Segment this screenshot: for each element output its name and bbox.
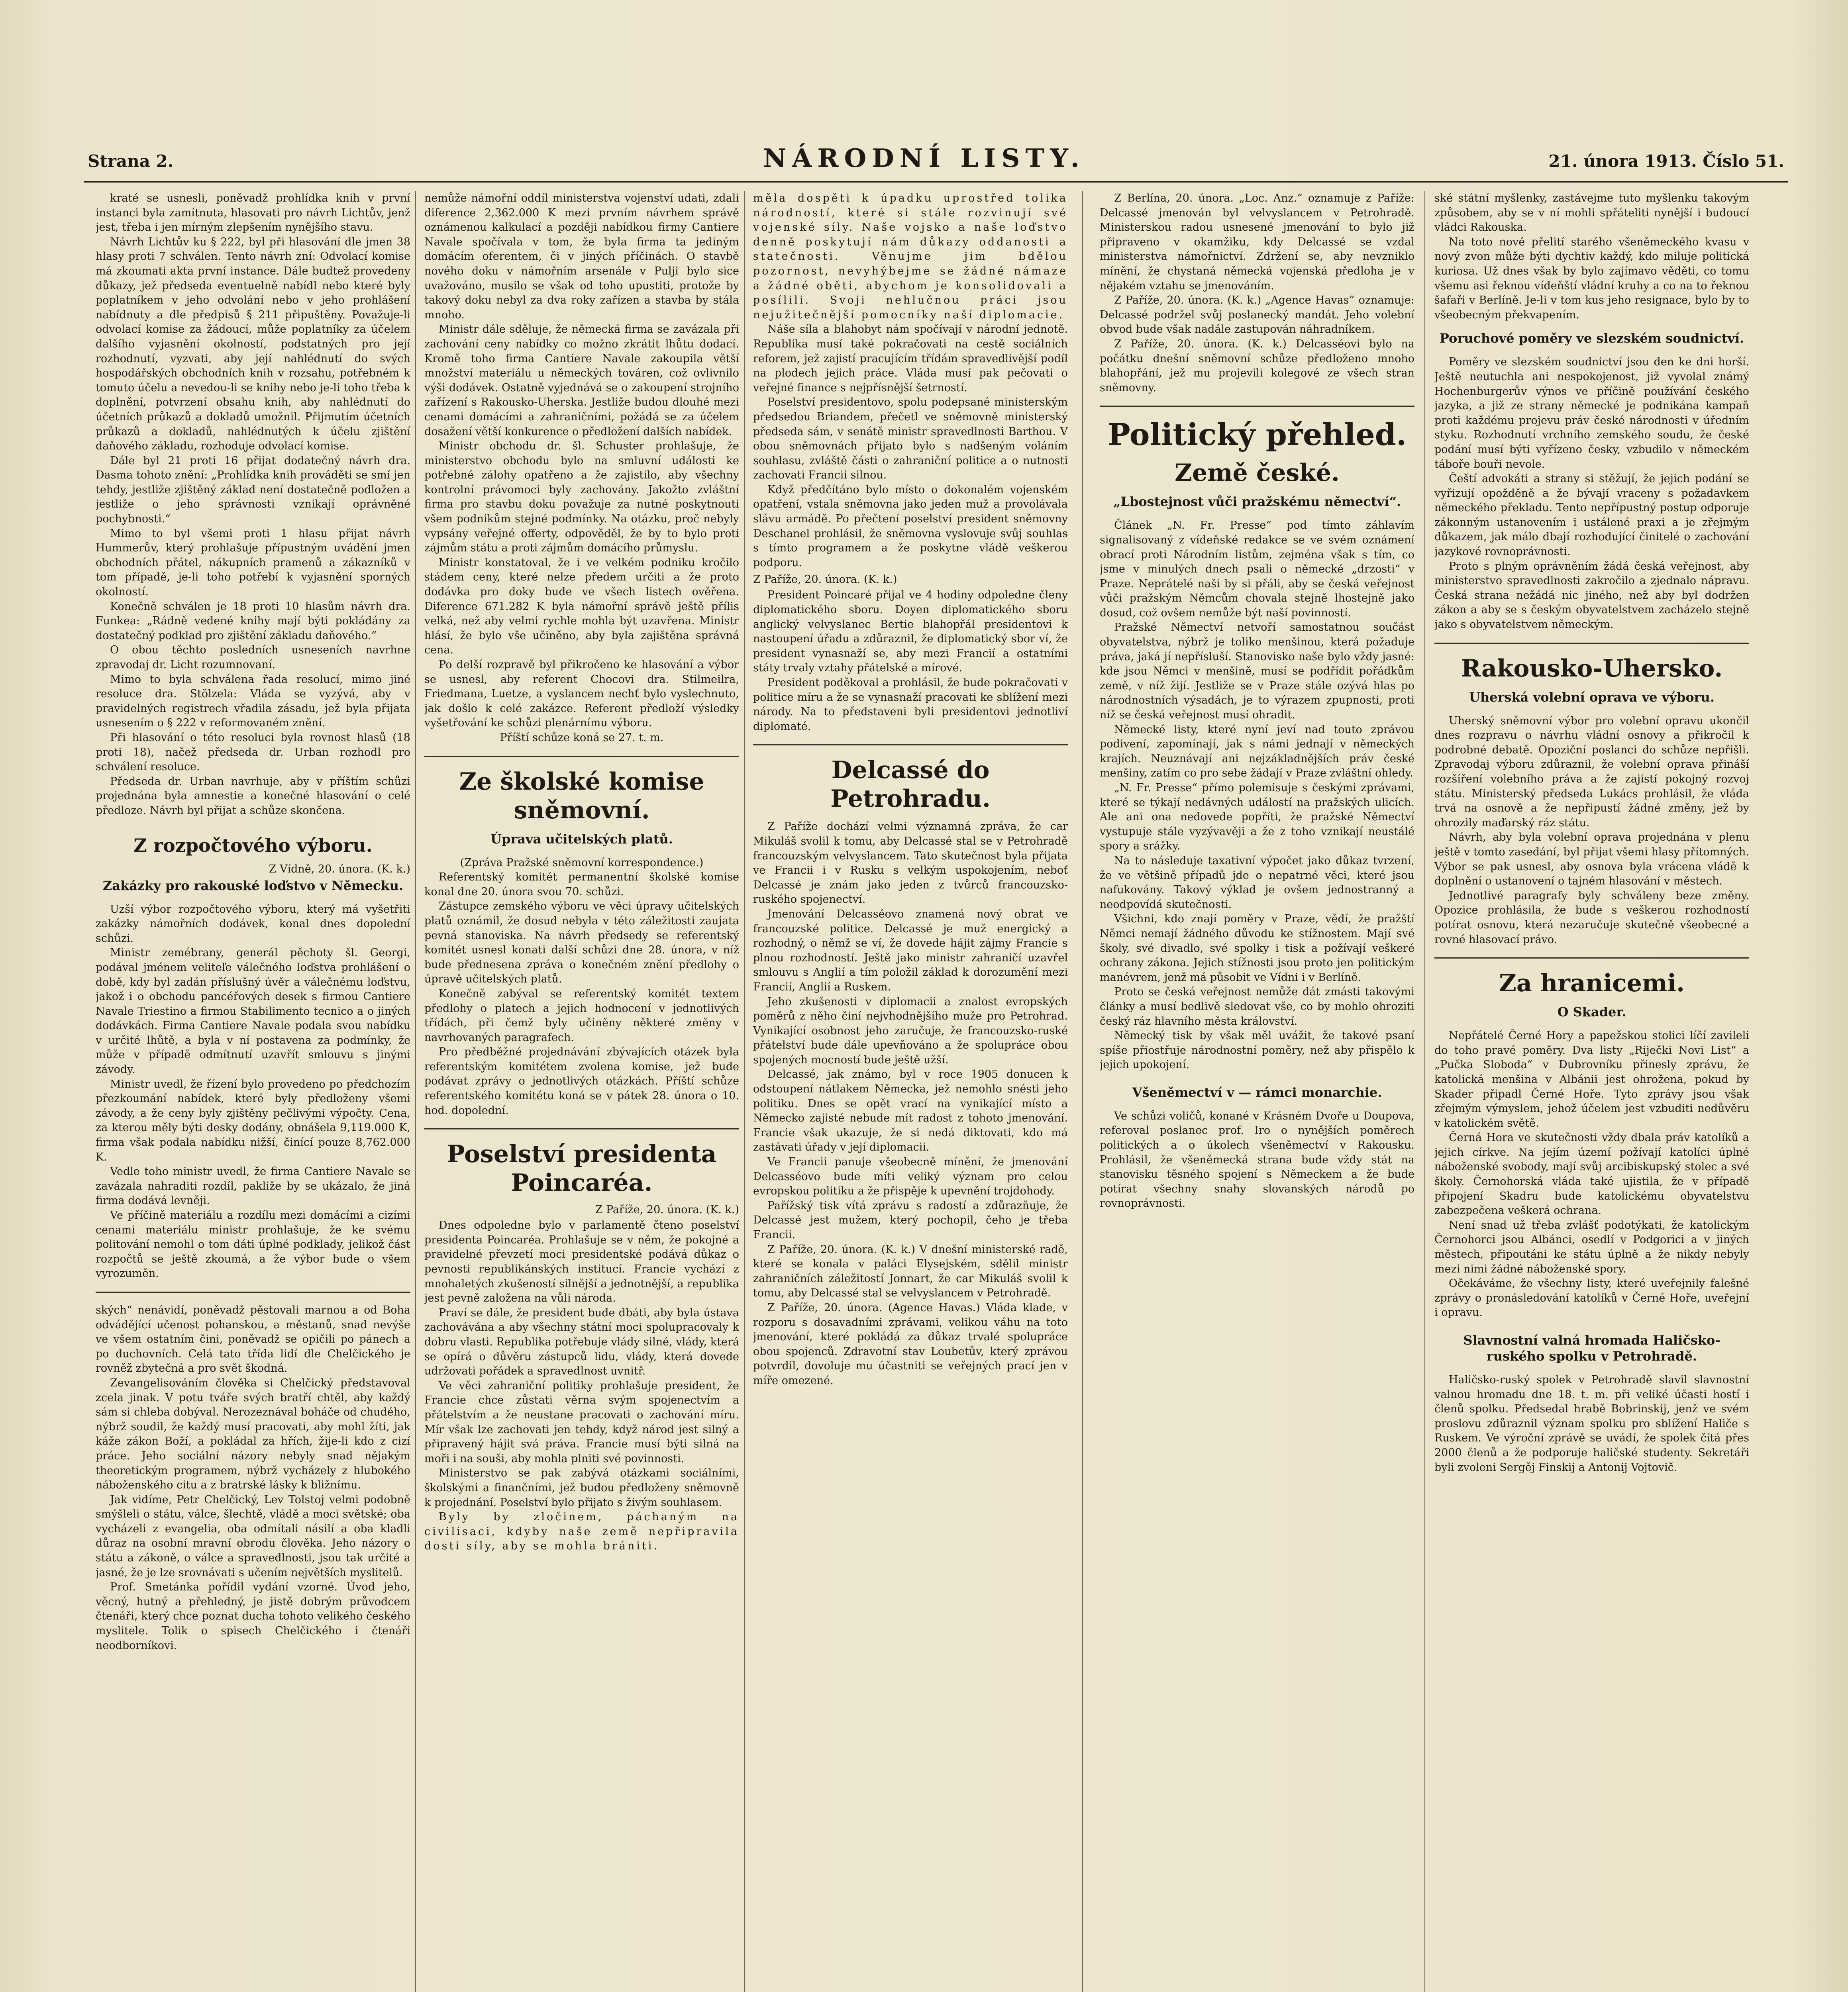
paragraph: Vedle toho ministr uvedl, že firma Cantiere Navale se zavázala nahraditi rozdíl, pakliže by se ukázalo, že jiná firma dodává levněji. bbox=[96, 1165, 410, 1207]
paragraph: O obou těchto posledních usneseních navrhne zpravodaj dr. Licht rozumnovaní. bbox=[96, 644, 410, 671]
masthead-title: NÁRODNÍ LISTY. bbox=[763, 143, 1085, 173]
section-subheading: Úprava učitelských platů. bbox=[490, 831, 673, 847]
issue-date: 21. února 1913. Číslo 51. bbox=[1548, 151, 1784, 171]
paragraph: Ministr obchodu dr. šl. Schuster prohlašuje, že ministerstvo obchodu bylo na smluvní události ke potřebné zálohy opatřeno a že zajistilo, aby všechny kontrolní právomoci byly zachovány. Jakožto zvláštní firma pro stavbu doku považuje za nutné poskytnouti všem podnikům stejné podmínky. Na otázku, proč nebyly vypsány veřejné offerty, odpověděl, že by to bylo proti zájmům státu a proti zájmům domácího průmyslu. bbox=[424, 440, 739, 555]
column-5 bbox=[1434, 191, 1749, 1992]
paragraph: Černá Hora ve skutečnosti vždy dbala práv katolíků a jejich církve. Na jejím území požívají katolíci úplné náboženské svobody, mají svůj arcibiskupský stolec a své školy. Černohorská vláda také ujistila, že v případě připojení Skadru bude katolickému obyvatelstvu zabezpečena veškerá ochrana. bbox=[1434, 1131, 1749, 1217]
paragraph: Není snad už třeba zvlášť podotýkati, že katolickým Černohorci jsou Albánci, osedlí v Podgorici a v jiných městech, připoutáni ke státu úplně a že nikdy nebyly mezi nimi žádné náboženské spory. bbox=[1434, 1219, 1749, 1275]
section-heading: Za hranicemi. bbox=[1499, 969, 1685, 998]
paragraph: Jak vidíme, Petr Chelčický, Lev Tolstoj velmi podobně smýšleli o státu, válce, šlechtě, vládě a moci světské; oba vycházeli z evangelia, oba odmítali násilí a oba kladli důraz na osobní mravní obrodu člověka. Jeho názory o státu a zákoně, o válce a spravedlnosti, jsou tak určité a jasné, že je lze srovnávati s učením největších myslitelů. bbox=[96, 1493, 410, 1579]
section-rule bbox=[424, 1128, 739, 1129]
paragraph: Ministerstvo se pak zabývá otázkami sociálními, školskými a finančními, jež budou předloženy sněmovně k projednání. Poselství bylo přijato s živým souhlasem. bbox=[424, 1467, 739, 1509]
paragraph: Uherský sněmovní výbor pro volební opravu ukončil dnes rozpravu o návrhu vládní osnovy a přikročil k podrobné debatě. Opoziční poslanci do schůze nepřišli. Zpravodaj výboru zdůraznil, že volební oprava přináší rozšíření volebního práva a že zajistí pokojný rozvoj státu. Ministerský předseda Lukács prohlásil, že vláda trvá na osnově a že nepřipustí žádné změny, jež by ohrozily maďarský ráz státu. bbox=[1434, 714, 1749, 829]
paragraph: Delcassé, jak známo, byl v roce 1905 donucen k odstoupení nátlakem Německa, jež nemohlo snésti jeho politiku. Dnes se opět vrací na vynikající místo a Německo zajisté nebude mít radost z tohoto jmenování. Francie však ukazuje, že si nedá diktovati, kdo má zastávati úřady v její diplomacii. bbox=[753, 1068, 1068, 1154]
column-rule bbox=[415, 191, 416, 1992]
paragraph: Z Paříže, 20. února. (K. k.) „Agence Havas“ oznamuje: Delcassé podržel svůj poslanecký mandát. Jeho volební obvod bude však nadále zastupován náhradníkem. bbox=[1100, 294, 1414, 336]
paragraph: Uzší výbor rozpočtového výboru, který má vyšetřiti zakázky námořních dodávek, konal dnes dopolední schůzi. bbox=[96, 903, 410, 945]
dateline: Z Vídně, 20. února. (K. k.) bbox=[269, 863, 410, 875]
paragraph: Ve příčině materiálu a rozdílu mezi domácími a cizími cenami materiálu ministr prohlašuje, že ke svému politování nemohl o tom dáti úplné podklady, jelikož část rozpočtů se ještě zkoumá, a že výbor bude o všem vyrozuměn. bbox=[96, 1209, 410, 1280]
header-rule bbox=[84, 181, 1788, 183]
section-rule bbox=[1100, 406, 1414, 407]
paragraph: Německý tisk by však měl uvážit, že takové psaní spíše přiostřuje národnostní poměry, než aby přispělo k jejich upokojení. bbox=[1100, 1029, 1414, 1071]
paragraph: Z Paříže, 20. února. (K. k.) Delcasséovi bylo na počátku dnešní sněmovní schůze předloženo mnoho blahopřání, jež mu projevili kolegové ze všech stran sněmovny. bbox=[1100, 337, 1414, 394]
section-subheading: Slavnostní valná hromada Haličsko-ruského spolku v Petrohradě. bbox=[1463, 1333, 1720, 1364]
source-note: (Zpráva Pražské sněmovní korrespondence.) bbox=[460, 856, 704, 869]
section-heading: Rakousko-Uhersko. bbox=[1461, 654, 1723, 682]
paragraph: kraté se usnesli, poněvadž prohlídka knih v první instanci byla zamítnuta, hlasovati pro návrh Lichtův, jenž jest, třeba i jen mírným zlepšením nynějšího stavu. bbox=[96, 192, 410, 234]
paragraph: Po delší rozpravě byl přikročeno ke hlasování a výbor se usnesl, aby referent Chocovi dra. Stilmeilra, Friedmana, Luetze, a vyslancem nechť bylo vyslechnuto, jak došlo k celé zakázce. Referent předloží výsledky vyšetřování ke schůzi plenárnímu výboru. bbox=[424, 659, 739, 729]
paragraph: Proto s plným oprávněním žádá česká veřejnost, aby ministerstvo spravedlnosti zakročilo a zjednalo nápravu. Česká strana nežádá nic jiného, než aby byl dodržen zákon a aby se s českým obyvatelstvem zacházelo stejně jako s obyvatelstvem německým. bbox=[1434, 560, 1749, 631]
paragraph: Návrh, aby byla volební oprava projednána v plenu ještě v tomto zasedání, byl přijat všemi hlasy přítomných. Výbor se pak usnesl, aby osnova byla vrácena vládě k doplnění o ustanovení o tajném hlasování v městech. bbox=[1434, 831, 1749, 888]
section-rule bbox=[1434, 643, 1749, 644]
paragraph: Ve schůzi voličů, konané v Krásném Dvoře u Doupova, referoval poslanec prof. Iro o nynějších poměrech politických a o úkolech všeněmectví v Rakousku. Prohlásil, že všeněmecká strana bude vždy stát na stanovisku těsného spojení s Německem a že bude potírat všechny snahy slovanských národů po rovnoprávnosti. bbox=[1100, 1110, 1414, 1210]
paragraph: Dále byl 21 proti 16 přijat dodatečný návrh dra. Dasma tohoto znění: „Prohlídka knih prováděti se smí jen tehdy, jestliže zjištěný základ není dostatečně podložen a jestliže o jeho správnosti vznikají oprávněné pochybnosti.“ bbox=[96, 454, 410, 525]
paragraph: Z Berlína, 20. února. „Loc. Anz.“ oznamuje z Paříže: Delcassé jmenován byl velvyslancem v Petrohradě. Ministerskou radou usnesené jmenování to bylo již připraveno v okamžiku, kdy Delcassé se vzdal ministerstva námořnictví. Zdržení se, aby nevzniklo mínění, že chystaná německá vojenská předloha je v nějakém vztahu se jmenováním. bbox=[1100, 192, 1414, 292]
paragraph: Článek „N. Fr. Presse“ pod tímto záhlavím signalisovaný z vídeňské redakce se ve svém oznámení obrací proti Národním listům, zejména však s tím, co jsme v minulých dnech psali o německé „drzosti“ v Praze. Neprátelé naši by si přáli, aby se česká veřejnost vůči pražským Němcům chovala stejně lhostejně jako dosud, což ovšem nemůže být naší povinností. bbox=[1100, 519, 1414, 619]
paragraph: „N. Fr. Presse“ přímo polemisuje s českými zprávami, které se týkají nedávných událostí na pražských ulicích. Ale ani ona nedovede popříti, že pražské Němectví vystupuje stále vyzývavěji a že z toho vznikají neustálé spory a srážky. bbox=[1100, 782, 1414, 853]
paragraph: Byly by zločinem, páchaným na civilisaci, kdyby naše země nepřipravila dosti síly, aby se mohla brániti. bbox=[424, 1511, 739, 1553]
section-heading: Poselství presidenta Poincaréa. bbox=[447, 1140, 717, 1197]
paragraph: Čeští advokáti a strany si stěžují, že jejich podání se vyřizují opožděně a že bývají vraceny s požadavkem německého překladu. Tento nepřípustný postup odporuje zákonným ustanovením i ustálené praxi a je zřejmým důkazem, jak málo dbají rozhodující činitelé o zachování jazykové rovnoprávnosti. bbox=[1434, 473, 1749, 558]
paragraph: Poměry ve slezském soudnictví jsou den ke dni horší. Ještě neutuchla ani nespokojenost, již vyvolal známý Hochenburgerův výnos ve příčině používání českého jazyka, a již ze strany německé je podnikána kampaň proti každému projevu práv české národnosti v úředním styku. Rozhodnutí vrchního zemského soudu, že české podání musí býti vyřízeno česky, vzbudilo v německém táboře bouři nevole. bbox=[1434, 356, 1749, 471]
paragraph: Jednotlivé paragrafy byly schváleny beze změny. Opozice prohlásila, že bude s veškerou rozhodností potírat osnovu, která nezaručuje skutečně všeobecné a rovné hlasovací právo. bbox=[1434, 889, 1749, 946]
section-subheading: Poruchové poměry ve slezském soudnictví. bbox=[1439, 331, 1744, 346]
section-heading: Delcassé do Petrohradu. bbox=[830, 756, 991, 813]
paragraph: President Poincaré přijal ve 4 hodiny odpoledne členy diplomatického sboru. Doyen diplomatického sboru anglický velvyslanec Bertie blahopřál presidentovi k nastoupení úřadu a zdůraznil, že diplomatický sbor ví, že president vynasnaží se, aby mezi Francií a ostatními státy trvaly vztahy přátelské a mírové. bbox=[753, 589, 1068, 674]
paragraph: Pro předběžné projednávání zbývajících otázek byla referentským komitétem zvolena komise, jež bude podávat zprávy o jednotlivých otázkách. Příští schůze referentského komitétu koná se v pátek 28. února o 10. hod. dopolední. bbox=[424, 1046, 739, 1117]
paragraph: Při hlasování o této resoluci byla rovnost hlasů (18 proti 18), načež předseda dr. Urban rozhodl pro schválení resoluce. bbox=[96, 731, 410, 773]
section-subheading: „Lbostejnost vůči pražskému němectví“. bbox=[1113, 494, 1401, 510]
paragraph: Náše síla a blahobyt nám spočívají v národní jednotě. Republika musí také pokračovati na cestě sociálních reforem, jež zajistí pracujícím třídám spravedlivější podíl na plodech jejich práce. Vláda musí pak pečovati o veřejné finance s nejpřísnější šetrností. bbox=[753, 323, 1068, 394]
paragraph: Ve věci zahraniční politiky prohlašuje president, že Francie chce zůstati věrna svým spojenectvím a přátelstvím a že neustane pracovati o zachování míru. Mír však lze zachovati jen tehdy, když národ jest silný a připravený hájit svá práva. Francie musí býti silná na moři i na souši, aby mohla plniti své povinnosti. bbox=[424, 1379, 739, 1465]
paragraph: Mimo to byla schválena řada resolucí, mimo jiné resoluce dra. Stölzela: Vláda se vyzývá, aby v pravidelných registrech vřadila zásadu, jež byla přijata usnesením o § 222 v reformovaném znění. bbox=[96, 673, 410, 729]
paragraph: Očekáváme, že všechny listy, které uveřejnily falešné zprávy o pronásledování katolíků v Černé Hoře, uveřejní i opravu. bbox=[1434, 1277, 1749, 1319]
paragraph: Haličsko-ruský spolek v Petrohradě slavil slavnostní valnou hromadu dne 18. t. m. při veliké účasti hostí i členů spolku. Předsedal hrabě Bobrinskij, jenž ve svém proslovu zdůraznil význam spolku pro sblížení Haliče s Ruskem. Ve výroční zprávě se uvádí, že spolek čítá přes 2000 členů a že podporuje haličské studenty. Sekretáři byli zvoleni Sergěj Finskij a Antonij Vojtovič. bbox=[1434, 1374, 1749, 1474]
column-rule bbox=[1424, 191, 1425, 1992]
paragraph: Ministr zemébrany, generál pěchoty šl. Georgi, podával jménem veliteľe válečného loďstva prohlášení o době, kdy byl zadán příslušný úvěr a válečnému loďstvu, jakož i o obchodu pancéřových desek s firmou Cantiere Navale Triestino a firmou Stabilimento tecnico a o jiných dodávkách. Firma Cantiere Navale podala svou nabídku v určité lhůtě, a byla v ní postavena za podmínky, že může v případě odmítnutí uzavřít smlouvu s jinými závody. bbox=[96, 947, 410, 1076]
section-heading: Ze školské komise sněmovní. bbox=[459, 767, 704, 824]
paragraph: Pražské Němectví netvoří samostatnou součást obyvatelstva, nýbrž je toliko menšinou, která požaduje práva, jaká jí nepřísluší. Stanovisko naše bylo vždy jasné: kde jsou Němci v menšině, musí se podřídit pořádkům země, v níž žijí. Jestliže se v Praze stále ozývá hlas po národnostních výsadách, je to výrazem zpupnosti, proti níž se česká veřejnost musí ohradit. bbox=[1100, 621, 1414, 722]
column-1 bbox=[96, 191, 410, 1992]
paragraph: Konečně schválen je 18 proti 10 hlasům návrh dra. Funkea: „Rádně vedené knihy mají býti pokládány za dostatečný podklad pro zjištění základu daňového.“ bbox=[96, 600, 410, 642]
paragraph: Na toto nové přelití starého všeněmeckého kvasu v nový zvon může býti dychtiv každý, kdo miluje politická kuriosa. Už dnes však by bylo zajímavo věděti, co tomu všemu asi řeknou vídeňští vládní kruhy a co na to řeknou šafaři v Berlíně. Je-li v tom kus jeho resignace, bylo by to všeobecným překvapením. bbox=[1434, 235, 1749, 321]
paragraph: Jeho zkušenosti v diplomacii a znalost evropských poměrů z něho činí nejvhodnějšího muže pro Petrohrad. Vynikající osobnost jeho zaručuje, že francouzsko-ruské přátelství bude dále upevňováno a že spolupráce obou spojených mocností bude ještě užší. bbox=[753, 995, 1068, 1066]
paragraph: Nepřátelé Černé Hory a papežskou stolici líčí zavileli do toho pravé poměry. Dva listy „Riječki Novi List“ a „Pučka Sloboda“ v Dubrovníku přinesly zprávu, že katolická menšina v Albánii jest ohrožena, pokud by Skader připadl Černé Hoře. Tyto zprávy jsou však zřejmým výmyslem, jehož účelem jest vzbuditi nedůvěru v katolickém světě. bbox=[1434, 1029, 1749, 1129]
paragraph: ské státní myšlenky, zastávejme tuto myšlenku takovým způsobem, aby se v ní mohli spřáteliti nynější i budoucí vládci Rakouska. bbox=[1434, 192, 1749, 234]
section-subheading: Zakázky pro rakouské loďstvo v Německu. bbox=[102, 878, 404, 893]
page-header bbox=[28, 143, 1820, 179]
paragraph: Zástupce zemského výboru ve věci úpravy učitelských platů oznámil, že dosud nebyla v této záležitosti zaujata pevná stanoviska. Na návrh předsedy se referentský komitét usnesl konati další schůzi dne 28. února, v níž bude přednesena zpráva o konečném znění předlohy o úpravě učitelských platů. bbox=[424, 900, 739, 986]
paragraph: ských“ nenávidí, poněvadž pěstovali marnou a od Boha odvádějící učenost pohanskou, a městanů, snad nevýše ve všem ostatním čini, poněvadž se opičili po pánech a po duchovních. Celá tato třída lidí dle Chelčického je rovněž zbytečná a pro svět škodná. bbox=[96, 1304, 410, 1375]
paragraph: Ministr uvedl, že řízení bylo provedeno po předchozím přezkoumání nabídek, které byly předloženy všemi závody, a že ceny byly zjištěny pečlivými výpočty. Cena, za kterou měly býti desky dodány, obnášela 9,119.000 K, firma však podala nabídku nižší, činící pouze 8,762.000 K. bbox=[96, 1078, 410, 1163]
section-heading: Země české. bbox=[1175, 459, 1340, 487]
column-2 bbox=[424, 191, 739, 1992]
section-heading: Z rozpočtového výboru. bbox=[133, 834, 373, 856]
paragraph: Když předčítáno bylo místo o dokonalém vojenském opatření, vstala sněmovna jako jeden muž a provolávala slávu armádě. Po přečtení poselství president sněmovny Deschanel prohlásil, že sněmovna vyslovuje svůj souhlas s tímto programem a že poskytne vládě veškerou podporu. bbox=[753, 483, 1068, 569]
paragraph: Dnes odpoledne bylo v parlamentě čteno poselství presidenta Poincaréa. Prohlašuje se v něm, že pokojné a pravidelné převzetí moci presidentské podává důkaz o pevnosti republikánských institucí. Francie vychází z mnohaletých zkušeností silnější a jednotnější, a republika jest pevně založena na vůli národa. bbox=[424, 1219, 739, 1305]
page-number: Strana 2. bbox=[88, 151, 174, 171]
paragraph: Příští schůze koná se 27. t. m. bbox=[500, 731, 664, 744]
paragraph: Poselství presidentovo, spolu podepsané ministerským předsedou Briandem, přečetl ve sněmovně ministerský předseda sám, v senátě ministr spravedlnosti Barthou. V obou sněmovnách přijato bylo s nadšeným voláním souhlasu, zvláště části o zahraniční politice a o nutnosti zachovati Francii silnou. bbox=[753, 396, 1068, 482]
paragraph: nemůže námořní oddíl ministerstva vojenství udati, zdali diference 2,362.000 K mezi prvním návrhem správě oznámenou kalkulací a později nabídkou firmy Cantiere Navale spočívala v tom, že byla firma ta jediným domácím oferentem, či v jiných příčinách. O stavbě nového doku v námořním arsenále v Pulji bylo sice uvažováno, musilo se však od toho upustiti, protože by takový doku nebyl za dva roky zařízen a stavba by stála mnoho. bbox=[424, 192, 739, 321]
paragraph: Německé listy, které nyní jeví nad touto zprávou podivení, zapomínají, jak s námi jednají v německých krajích. Neuznávají ani nejzákladnějších práv české menšiny, zatím co pro sebe žádají v Praze zvláštní ohledy. bbox=[1100, 723, 1414, 780]
section-subheading: Uherská volební oprava ve výboru. bbox=[1469, 689, 1715, 705]
paragraph: President poděkoval a prohlásil, že bude pokračovati v politice míru a že se vynasnaží pracovati ke sblížení mezi národy. Na to představeni byli presidentovi jednotliví diplomaté. bbox=[753, 676, 1068, 733]
dateline: Z Paříže, 20. února. (K. k.) bbox=[595, 1204, 739, 1216]
paragraph: Ministr dále sděluje, že německá firma se zavázala při zachování ceny nabídky co možno zkrátit lhůtu dodací. Kromě toho firma Cantiere Navale zakoupila větší množství materiálu u německých továren, což ovlivnilo výši dodávek. Ostatně vyjednává se o zakoupení strojního zařízení s Rakousko-Uherska. Jestliže budou dlouhé mezi cenami domácími a zahraničními, požádá se za účelem dosažení větší konkurence o předložení dalších nabídek. bbox=[424, 323, 739, 438]
paragraph: Všichni, kdo znají poměry v Praze, vědí, že pražští Němci nemají žádného důvodu ke stížnostem. Mají své školy, své divadlo, své spolky i tisk a požívají veškeré ochrany zákona. Jejich stížnosti jsou proto jen politickým manévrem, jenž má působit ve Vídni i v Berlíně. bbox=[1100, 913, 1414, 984]
paragraph: Z Paříže, 20. února. (Agence Havas.) Vláda klade, v rozporu s dosavadními zprávami, velikou váhu na toto jmenování, které pokládá za důkaz trvalé spolupráce obou spojenců. Zdravotní stav Loubetův, který zprávou potvrdil, dovoluje mu účastniti se veřejných prací jen v míře omezené. bbox=[753, 1301, 1068, 1387]
paragraph: Zevangelisováním člověka si Chelčický představoval zcela jinak. V potu tváře svých bratří chtěl, aby každý sám si chleba dobýval. Nerozeznával boháče od chudého, nýbrž soudil, že každý musí pracovati, aby mohl žíti, jak káže zákon Boží, a pokládal za hřích, žije-li kdo z cizí práce. Jeho sociální názory nebyly snad nějakým theoretickým programem, nýbrž vycházely z hlubokého náboženského citu a z bratrské lásky k bližnímu. bbox=[96, 1376, 410, 1492]
section-rule bbox=[96, 1292, 410, 1293]
section-rule bbox=[753, 744, 1068, 745]
paragraph: Mimo to byl všemi proti 1 hlasu přijat návrh Hummerův, který prohlašuje přípustným uvádění jmen obchodních přátel, nákupních pramenů a zákazníků v tom případě, je-li toho potřebí k vyjasnění sporných okolností. bbox=[96, 527, 410, 598]
paragraph: Z Paříže dochází velmi významná zpráva, že car Mikuláš svolil k tomu, aby Delcassé stal se v Petrohradě francouzským velvyslancem. Tato skutečnost byla přijata ve Francii i v Rusku s velkým uspokojením, neboť Delcassé je znám jako jeden z tvůrců francouzsko-ruského spojenectví. bbox=[753, 820, 1068, 906]
paragraph: Praví se dále, že president bude dbáti, aby byla ústava zachovávána a aby všechny státní moci spolupracovaly k dobru vlasti. Republika potřebuje vlády silné, vlády, která se opírá o důvěru zástupců lidu, vlády, která dovede udržovati pořádek a spravedlnost uvnitř. bbox=[424, 1306, 739, 1378]
column-4 bbox=[1100, 191, 1414, 1992]
paragraph: Z Paříže, 20. února. (K. k.) V dnešní ministerské radě, které se konala v paláci Elysejském, sdělil ministr zahraničních záležitostí Jonnart, že car Mikuláš svolil k tomu, aby Delcassé stal se velvyslancem v Petrohradě. bbox=[753, 1243, 1068, 1300]
paragraph: Konečně zabýval se referentský komitét textem předlohy o platech a jejich hodnocení v jednotlivých třídách, při čemž byly učiněny některé změny v navrhovaných paragrafech. bbox=[424, 987, 739, 1044]
column-rule bbox=[1082, 191, 1083, 1992]
paragraph: Pařížský tisk vítá zprávu s radostí a zdůrazňuje, že Delcassé jest mužem, který pochopil, čeho je třeba Francii. bbox=[753, 1199, 1068, 1241]
paragraph: Proto se česká veřejnost nemůže dát zmásti takovými články a musí bedlivě sledovat vše, co by mohlo ohroziti český ráz hlavního města království. bbox=[1100, 986, 1414, 1027]
section-rule bbox=[424, 756, 739, 757]
section-subheading: Všeněmectví v — rámci monarchie. bbox=[1132, 1084, 1382, 1100]
dateline: Z Paříže, 20. února. (K. k.) bbox=[753, 573, 897, 586]
paragraph: Ministr konstatoval, že i ve velkém podniku kročilo stádem ceny, které nelze předem určiti a že proto dodávka pro doky bude ve všech listech ověřena. Diference 671.282 K byla námořní správě ještě přílis velká, než aby velmi rychle mohla být uzavřena. Ministr hlásí, že bylo vše učiněno, aby byla zajištěna správná cena. bbox=[424, 556, 739, 657]
paragraph: Referentský komitét permanentní školské komise konal dne 20. února svou 70. schůzi. bbox=[424, 871, 739, 898]
paragraph: Prof. Smetánka pořídil vydání vzorné. Úvod jeho, věcný, hutný a přehledný, je jistě dobrým průvodcem čtenáři, který chce poznat ducha tohoto velikého českého myslitele. Tolik o spisech Chelčického i čtenáři neodborníkovi. bbox=[96, 1581, 410, 1652]
section-heading: Politický přehled. bbox=[1107, 417, 1407, 453]
paragraph: Předseda dr. Urban navrhuje, aby v příštím schůzi projednána byla amnestie a konečné hlasování o celé předloze. Návrh byl přijat a schůze skončena. bbox=[96, 775, 410, 817]
paragraph: Jmenování Delcasséovo znamená nový obrat ve francouzské politice. Delcassé je muž energický a rozhodný, o němž se ví, že dovede hájit zájmy Francie s plnou rozhodností. Ještě jako ministr zahraničí uzavřel smlouvu s Anglií a tím položil základ k dorozumění mezi Francií, Anglií a Ruskem. bbox=[753, 908, 1068, 993]
column-rule bbox=[744, 191, 745, 1992]
paragraph: měla dospěti k úpadku uprostřed tolika národností, které si stále rozvinují své vojenské síly. Naše vojsko a naše loďstvo denně poskytují nám důkazy oddanosti a statečnosti. Věnujme jim bdělou pozornost, nevyhýbejme se žádné námaze a žádné oběti, abychom je konsolidovali a posílili. Svoji nehlučnou práci jsou nejužitečnější pomocníky naší diplomacie. bbox=[753, 192, 1068, 321]
section-rule bbox=[1434, 957, 1749, 959]
column-3 bbox=[753, 191, 1068, 1992]
paragraph: Ve Francii panuje všeobecně mínění, že jmenování Delcasséovo bude míti veliký význam pro celou evropskou politiku a že přispěje k upevnění trojdohody. bbox=[753, 1156, 1068, 1198]
section-subheading: O Skader. bbox=[1557, 1004, 1626, 1020]
paragraph: Návrh Lichtův ku § 222, byl při hlasování dle jmen 38 hlasy proti 7 schválen. Tento návrh zní: Odvolací komise má zkoumati akta první instance. Dále budtež provedeny důkazy, jež předseda eventuelně nabídl nebo které byly poplatníkem v jeho odvolání nebo v jeho prohlášení nabídnuty a dle předpisů § 211 připuštěny. Považuje-li odvolací komise za žádoucí, může poplatníky za účelem dalšího vyjasnění okolností, podstatných pro její rozhodnutí, vyzvati, aby její nahlédnutí do svých hospodářských obchodních knih v rozsahu, potřebném k tomuto účelu a nevedou-li se knihy nebo je-li toho třeba k doplnění, potvrzení obsahu knih, aby nahlédnutí do účetních průkazů a dokladů umožnil. Přijmutím účetních průkazů a dokladů, nahlédnutých k účelu zjištění daňového základu, rozhoduje odvolací komise. bbox=[96, 235, 410, 453]
paragraph: Na to následuje taxativní výpočet jako důkaz tvrzení, že ve většině případů jde o nepatrné věci, které jsou nafukovány. Takový výklad je ovšem jednostranný a neodpovídá skutečnosti. bbox=[1100, 854, 1414, 911]
